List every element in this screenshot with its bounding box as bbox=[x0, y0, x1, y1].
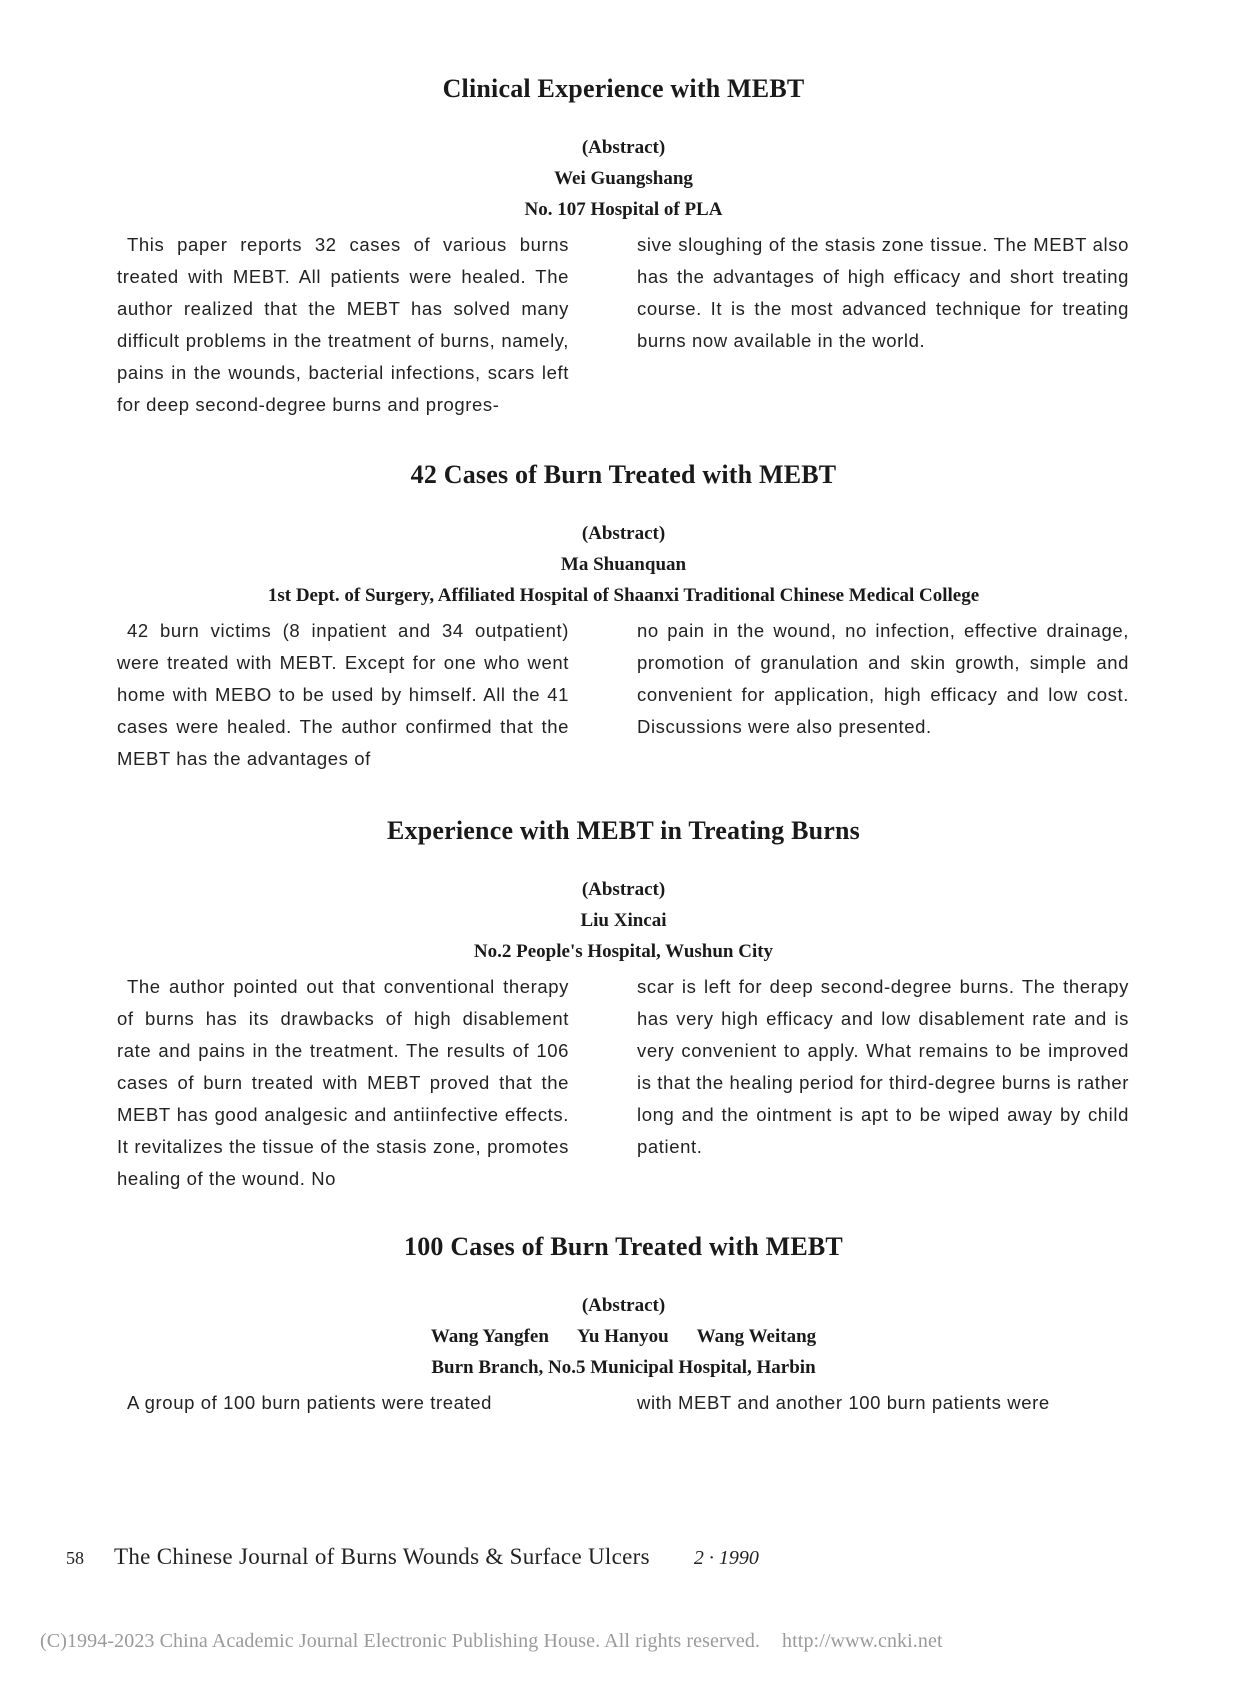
author-name: Wang Weitang bbox=[696, 1326, 817, 1347]
abstract-column-left bbox=[117, 971, 569, 1195]
article-title: Experience with MEBT in Treating Burns bbox=[387, 816, 860, 845]
article-title: Clinical Experience with MEBT bbox=[442, 74, 805, 103]
abstract-column-right bbox=[637, 971, 1129, 1163]
article-title: 100 Cases of Burn Treated with MEBT bbox=[404, 1232, 843, 1261]
author-name: Liu Xincai bbox=[580, 910, 667, 931]
author-name: Ma Shuanquan bbox=[560, 554, 687, 575]
abstract-column-right bbox=[637, 1387, 1129, 1419]
abstract-text-left: A group of 100 burn patients were treated bbox=[127, 1392, 493, 1413]
author-affiliation: Burn Branch, No.5 Municipal Hospital, Harbin bbox=[431, 1357, 816, 1378]
author-affiliation: No.2 People's Hospital, Wushun City bbox=[473, 941, 774, 962]
abstract-label: (Abstract) bbox=[581, 137, 666, 158]
author-name: Wang Yangfen bbox=[430, 1326, 549, 1347]
abstract-text-right: no pain in the wound, no infection, effective drainage, promotion of granulation and skin growth, simple and convenient for application, high efficacy and low cost. Discussions were also presented. bbox=[637, 620, 1129, 737]
journal-name: The Chinese Journal of Burns Wounds & Surface Ulcers bbox=[114, 1544, 650, 1569]
abstract-column-right bbox=[637, 229, 1129, 357]
author-list bbox=[0, 1321, 1247, 1352]
abstract-text-left: 42 burn victims (8 inpatient and 34 outpatient) were treated with MEBT. Except for one who went home with MEBO to be used by himself. All the 41 cases were healed. The author confirmed that the MEBT has the advantages of bbox=[117, 620, 569, 769]
article-experience-treating-burns bbox=[0, 816, 1247, 1189]
issue-number: 2 · 1990 bbox=[693, 1547, 759, 1569]
abstract-text-left: This paper reports 32 cases of various burns treated with MEBT. All patients were healed. The author realized that the MEBT has solved many difficult problems in the treatment of burns, namely, pains in the wounds, bacterial infections, scars left for deep second-degree burns and progres- bbox=[117, 234, 569, 415]
author-name: Yu Hanyou bbox=[576, 1326, 669, 1347]
article-title: 42 Cases of Burn Treated with MEBT bbox=[410, 460, 837, 489]
abstract-label: (Abstract) bbox=[581, 879, 666, 900]
abstract-text-right: sive sloughing of the stasis zone tissue. The MEBT also has the advantages of high efficacy and short treating course. It is the most advanced technique for treating burns now available in the world. bbox=[637, 234, 1129, 351]
page-footer bbox=[66, 1544, 759, 1570]
article-100-cases bbox=[0, 1232, 1247, 1413]
abstract-column-right bbox=[637, 615, 1129, 743]
abstract-column-left bbox=[117, 615, 569, 775]
abstract-column-left bbox=[117, 1387, 569, 1419]
copyright-url: http://www.cnki.net bbox=[782, 1630, 943, 1652]
abstract-column-left bbox=[117, 229, 569, 421]
copyright-text: (C)1994-2023 China Academic Journal Electronic Publishing House. All rights reserved. bbox=[40, 1630, 761, 1652]
page-number: 58 bbox=[66, 1548, 84, 1568]
author-name: Wei Guangshang bbox=[554, 168, 693, 189]
author-affiliation: 1st Dept. of Surgery, Affiliated Hospital of Shaanxi Traditional Chinese Medical College bbox=[267, 585, 980, 606]
copyright-notice bbox=[40, 1630, 943, 1653]
abstract-label: (Abstract) bbox=[581, 1295, 666, 1316]
abstract-text-right: with MEBT and another 100 burn patients were bbox=[637, 1392, 1050, 1413]
abstract-text-left: The author pointed out that conventional therapy of burns has its drawbacks of high disablement rate and pains in the treatment. The results of 106 cases of burn treated with MEBT proved that the MEBT has good analgesic and antiinfective effects. It revitalizes the tissue of the stasis zone, promotes healing of the wound. No bbox=[117, 976, 569, 1189]
abstract-text-right: scar is left for deep second-degree burns. The therapy has very high efficacy and low disablement rate and is very convenient to apply. What remains to be improved is that the healing period for third-degree burns is rather long and the ointment is apt to be wiped away by child patient. bbox=[637, 976, 1129, 1157]
abstract-label: (Abstract) bbox=[581, 523, 666, 544]
article-42-cases bbox=[0, 460, 1247, 769]
article-clinical-experience bbox=[0, 74, 1247, 415]
author-affiliation: No. 107 Hospital of PLA bbox=[524, 199, 723, 220]
